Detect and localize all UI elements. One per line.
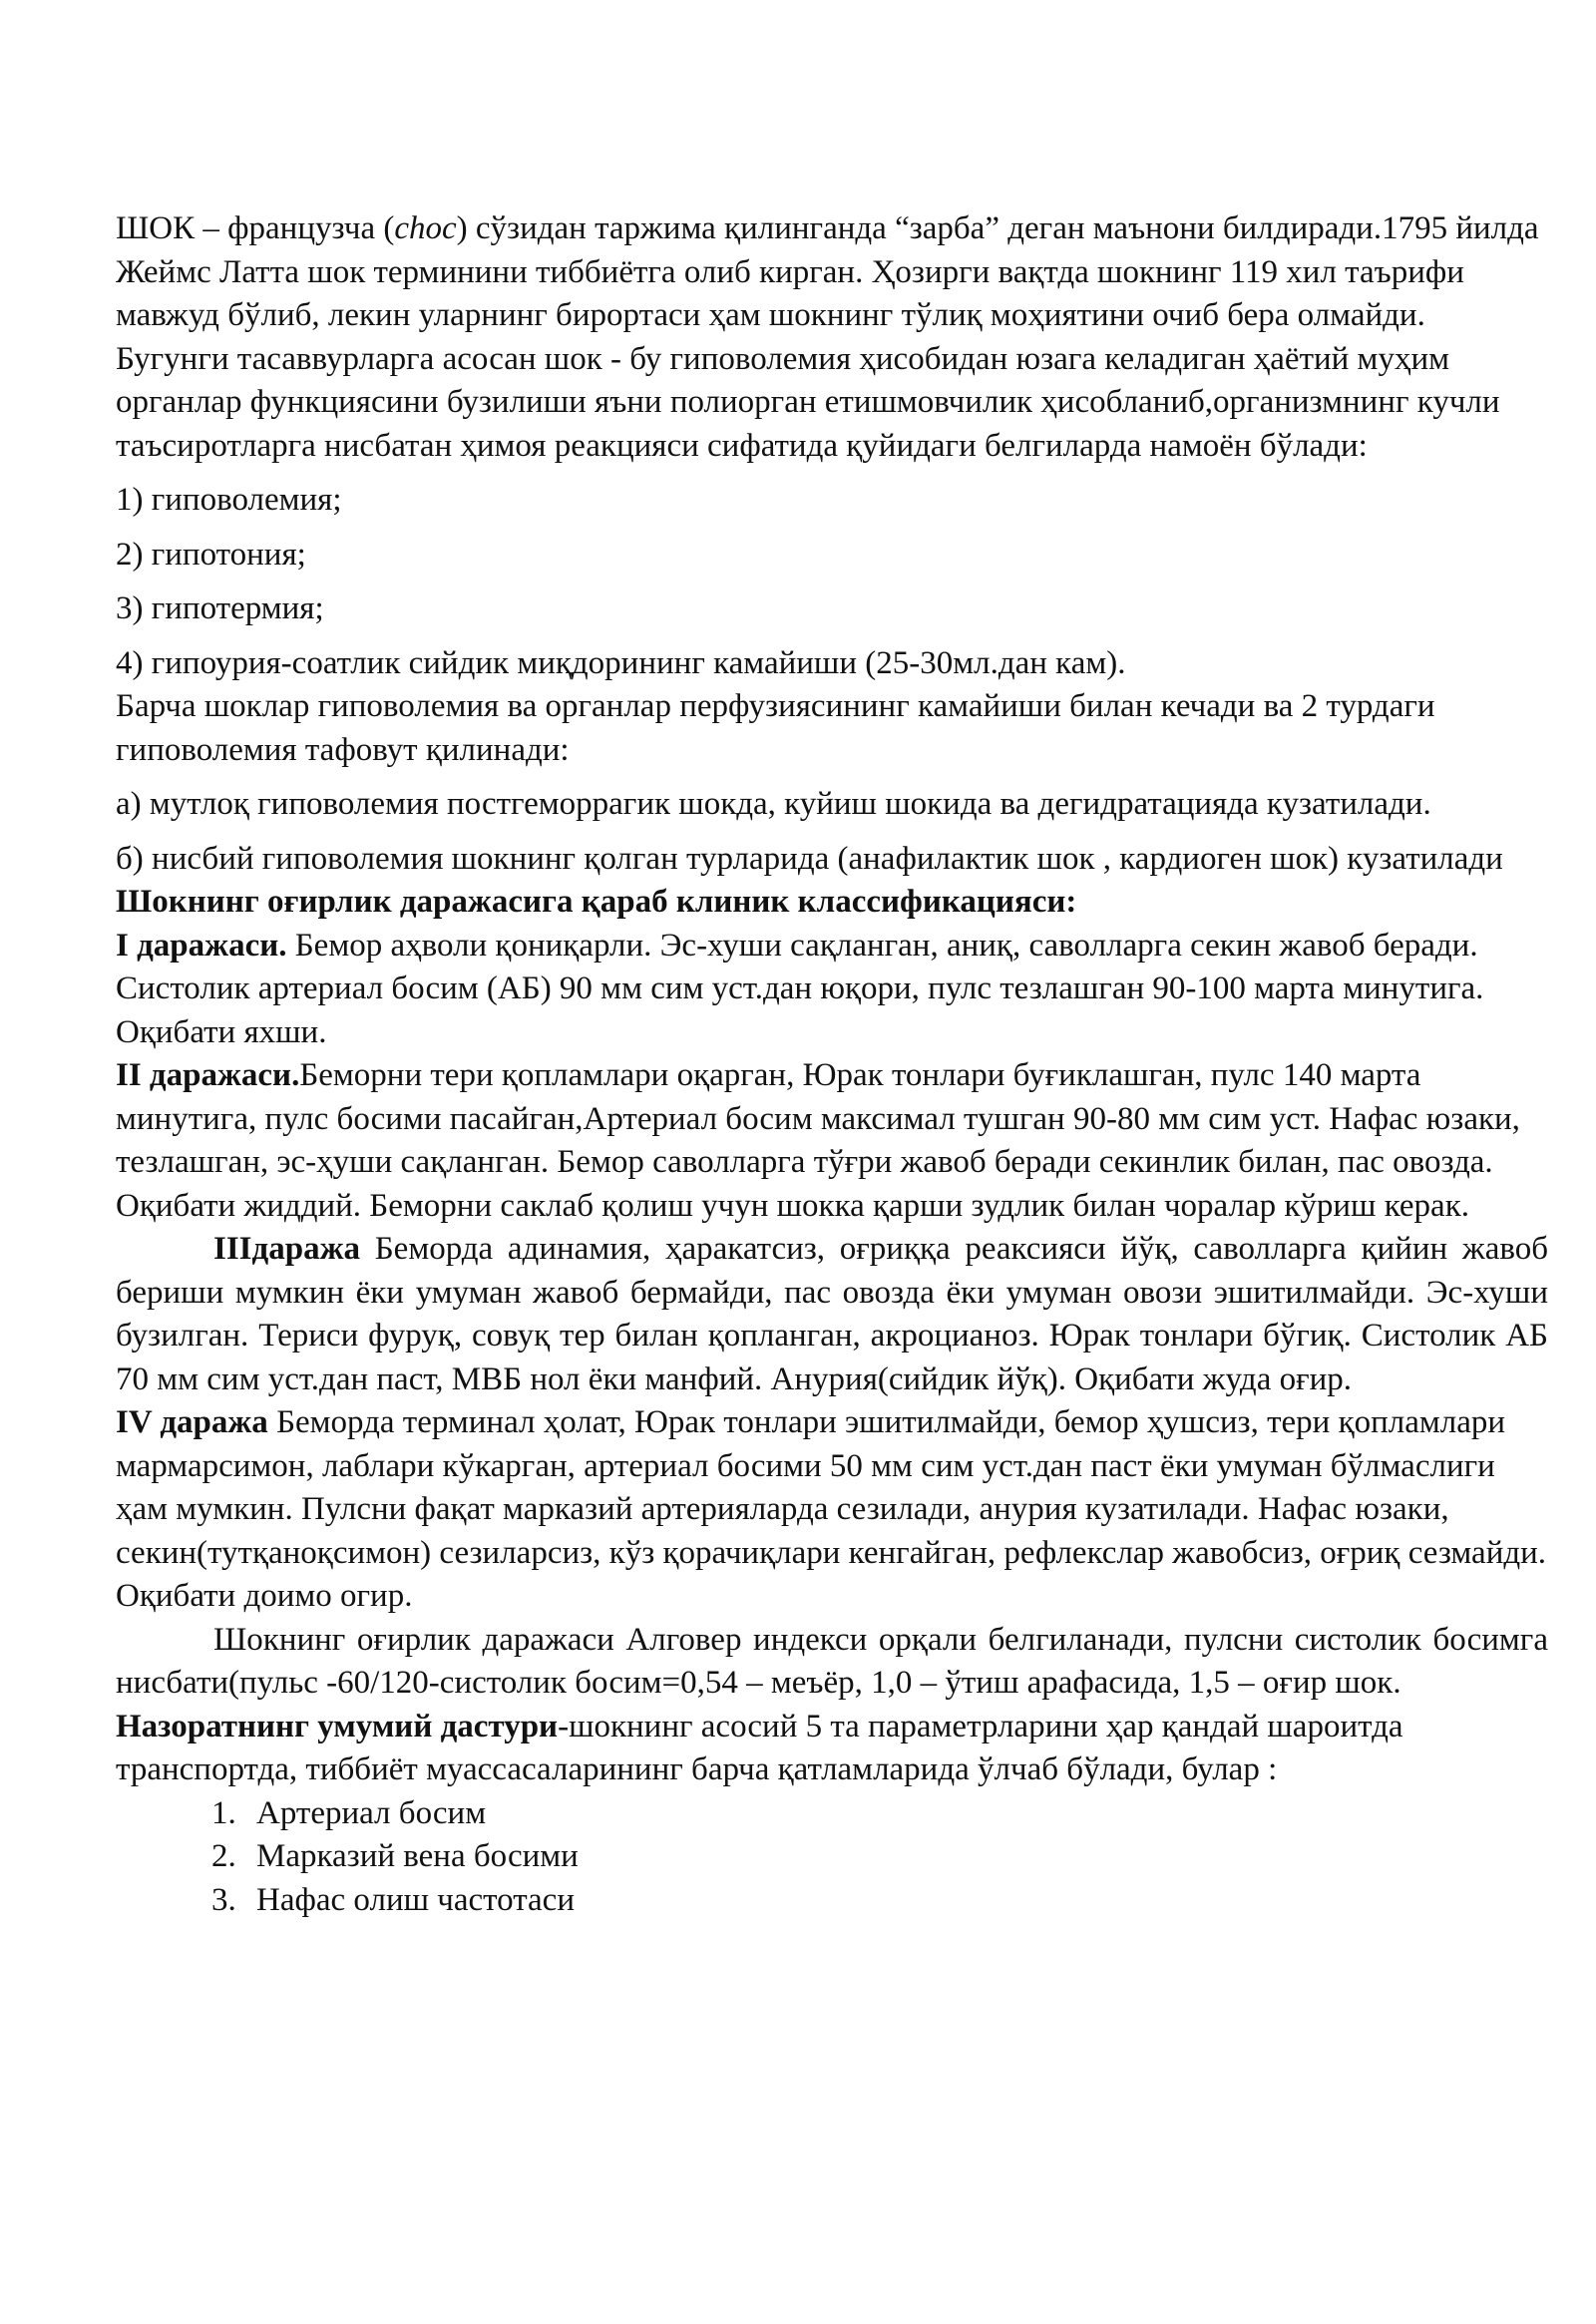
intro-italic-term: choc <box>394 210 457 246</box>
degree-3-label: IIIдаража <box>213 1231 361 1267</box>
list-item-text: Нафас олиш частотаси <box>256 1881 575 1918</box>
intro-paragraph <box>116 207 1548 338</box>
degree-4-label: IV даража <box>116 1404 268 1440</box>
hypovolemia-relative: б) нисбий гиповолемия шокнинг қолган турларида (анафилактик шок , кардиоген шок) кузатилади <box>116 840 1503 877</box>
degree-2-label: II даражаси. <box>116 1057 300 1093</box>
sign-item: 3) гипотермия; <box>116 590 324 626</box>
sign-item: 1) гиповолемия; <box>116 482 342 518</box>
list-item-number: 3. <box>211 1881 236 1918</box>
classification-heading <box>116 881 1548 925</box>
degree-1-label: I даражаси. <box>116 927 287 964</box>
list-item <box>211 1835 1548 1879</box>
list-item <box>211 1792 1548 1836</box>
list-item <box>211 1879 1548 1923</box>
monitoring-paragraph <box>116 1706 1548 1792</box>
sign-item: 4) гипоурия-соатлик сийдик миқдорининг камайиши (25-30мл.дан кам). <box>116 644 1126 681</box>
degree-4-text: Беморда терминал ҳолат, Юрак тонлари эшитилмайди, бемор ҳушсиз, тери қопламлари мармарсимон, лаблари кўкарган, артериал босими 50 мм сим уст.дан паст ёки умуман бўлмаслиги ҳам мумкин. Пулсни фақат марказий артерияларда сезилади, анурия кузатилади. Нафас юзаки, секин(тутқаноқсимон) сезиларсиз, кўз қорачиқлари кенгайган, рефлекслар жавобсиз, оғриқ сезмайди. Оқибати доимо огир. <box>116 1404 1547 1614</box>
intro-text-2: ) сўзидан таржима қилинганда “зарба” деган маънони билдиради.1795 йилда Жеймс Латта шок терминини тиббиётга олиб кирган. Ҳозирги вақтда шокнинг 119 хил таърифи мавжуд бўлиб, лекин уларнинг бирортаси ҳам шокнинг тўлиқ моҳиятини очиб бера олмайди. <box>116 210 1539 333</box>
list-item-text: Артериал босим <box>256 1794 487 1831</box>
intro-text-1: ШОК – французча ( <box>116 210 395 246</box>
list-item-number: 2. <box>211 1838 236 1874</box>
hypovolemia-intro: Барча шоклар гиповолемия ва органлар перфузиясининг камайиши билан кечади ва 2 турдаги гиповолемия тафовут қилинади: <box>116 688 1435 768</box>
list-item-text: Марказий вена босими <box>256 1838 579 1874</box>
sign-item: 2) гипотония; <box>116 536 306 573</box>
monitoring-label: Назоратнинг умумий дастури <box>116 1708 559 1744</box>
algover-paragraph: Шокнинг оғирлик даражаси Алговер индекси орқали белгиланади, пулсни систолик босимга нисбати(пульс -60/120-систолик босим=0,54 – меъёр, 1,0 – ўтиш арафасида, 1,5 – оғир шок. <box>116 1621 1548 1701</box>
degree-4-paragraph <box>116 1401 1548 1619</box>
list-item-number: 1. <box>211 1794 236 1831</box>
degree-3-paragraph <box>116 1228 1548 1401</box>
degree-1-paragraph <box>116 925 1548 1055</box>
parameters-list <box>116 1792 1548 1923</box>
degree-2-paragraph <box>116 1054 1548 1228</box>
degree-2-text: Беморни тери қопламлари оқарган, Юрак тонлари буғиклашган, пулс 140 марта минутига, пулс босими пасайган,Артериал босим максимал тушган 90-80 мм сим уст. Нафас юзаки, тезлашган, эс-ҳуши сақланган. Бемор саволларга тўғри жавоб беради секинлик билан, пас овозда. Оқибати жиддий. Беморни саклаб қолиш учун шокка қарши зудлик билан чоралар кўриш керак. <box>116 1057 1520 1224</box>
hypovolemia-absolute: а) мутлоқ гиповолемия постгеморрагик шокда, куйиш шокида ва дегидратацияда кузатилади. <box>116 786 1431 822</box>
degree-3-text: Беморда адинамия, ҳаракатсиз, оғриққа реаксияси йўқ, саволларга қийин жавоб бериши мумкин ёки умуман жавоб бермайди, пас овозда ёки умуман овози эшитилмайди. Эс-хуши бузилган. Териси фуруқ, совуқ тер билан қопланган, акроцианоз. Юрак тонлари бўгиқ. Систолик АБ 70 мм сим уст.дан паст, МВБ нол ёки манфий. Анурия(сийдик йўқ). Оқибати жуда оғир. <box>116 1231 1548 1397</box>
monitoring-text: -шокнинг асосий 5 та параметрларини ҳар қандай шароитда транспортда, тиббиёт муассасаларининг барча қатламларида ўлчаб бўлади, булар : <box>116 1708 1403 1787</box>
classification-heading-text: Шокнинг оғирлик даражасига қараб клиник классификацияси: <box>116 884 1077 920</box>
degree-1-text: Бемор аҳволи қониқарли. Эс-хуши сақланган, аниқ, саволларга секин жавоб беради. Систолик артериал босим (АБ) 90 мм сим уст.дан юқори, пулс тезлашган 90-100 марта минутига. Оқибати яхши. <box>116 927 1484 1050</box>
definition-paragraph: Бугунги тасаввурларга асосан шок - бу гиповолемия ҳисобидан юзага келадиган ҳаётий муҳим органлар функциясини бузилиши яъни полиорган етишмовчилик ҳисобланиб,организмнинг кучли таъсиротларга нисбатан ҳимоя реакцияси сифатида қуйидаги белгиларда намоён бўлади: <box>116 340 1500 464</box>
document-page <box>116 207 1548 1922</box>
